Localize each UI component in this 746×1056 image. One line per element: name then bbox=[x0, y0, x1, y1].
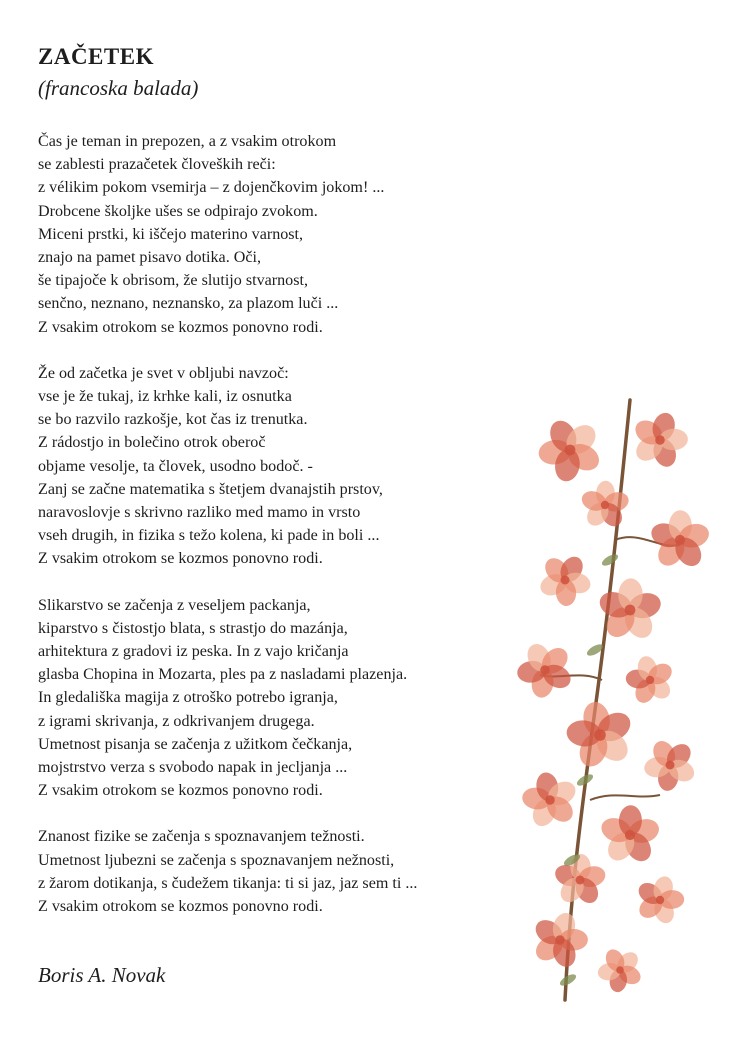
poem-line: Drobcene školjke ušes se odpirajo zvokom. bbox=[38, 202, 318, 220]
poem-line: naravoslovje s skrivno razliko med mamo in vrsto bbox=[38, 504, 361, 522]
poem-line: Z rádostjo in bolečino otrok oberoč bbox=[38, 434, 266, 452]
poem-line: vse je že tukaj, iz krhke kali, iz osnutka bbox=[38, 388, 292, 406]
poem-line: Z vsakim otrokom se kozmos ponovno rodi. bbox=[38, 898, 323, 916]
poem-line: vseh drugih, in fizika s težo kolena, ki pade in boli ... bbox=[38, 527, 380, 545]
poem-line: Z vsakim otrokom se kozmos ponovno rodi. bbox=[38, 782, 323, 800]
poem-line: z vélikim pokom vsemirja – z dojenčkovim jokom! ... bbox=[38, 179, 385, 197]
poem-line: Že od začetka je svet v obljubi navzoč: bbox=[38, 364, 289, 382]
poem-stanza bbox=[38, 130, 518, 339]
poem-line: z igrami skrivanja, z odkrivanjem drugega. bbox=[38, 712, 315, 730]
poem-line: senčno, neznano, neznansko, za plazom luči ... bbox=[38, 295, 339, 313]
poem-line: arhitektura z gradovi iz peska. In z vajo kričanja bbox=[38, 643, 349, 661]
poem-stanza bbox=[38, 825, 518, 918]
poem-line: glasba Chopina in Mozarta, ples pa z nasladami plazenja. bbox=[38, 666, 408, 684]
poem-body bbox=[38, 130, 518, 941]
poem-line: se bo razvilo razkošje, kot čas iz trenutka. bbox=[38, 411, 308, 429]
poem-line: kiparstvo s čistostjo blata, s strastjo do mazánja, bbox=[38, 619, 348, 637]
poem-stanza bbox=[38, 362, 518, 571]
poem-line: Umetnost pisanja se začenja z užitkom čečkanja, bbox=[38, 735, 353, 753]
poem-line: Z vsakim otrokom se kozmos ponovno rodi. bbox=[38, 550, 323, 568]
poem-line: Miceni prstki, ki iščejo materino varnost, bbox=[38, 225, 304, 243]
poem-line: se zablesti prazačetek človeških reči: bbox=[38, 156, 276, 174]
poem-stanza bbox=[38, 594, 518, 803]
poem-line: znajo na pamet pisavo dotika. Oči, bbox=[38, 249, 262, 267]
poem-line: objame vesolje, ta človek, usodno bodoč. - bbox=[38, 457, 313, 475]
poem-line: Čas je teman in prepozen, a z vsakim otrokom bbox=[38, 133, 337, 150]
poem-line: Z vsakim otrokom se kozmos ponovno rodi. bbox=[38, 318, 323, 336]
poem-line: Zanj se začne matematika s štetjem dvanajstih prstov, bbox=[38, 480, 383, 498]
poem-title: ZAČETEK bbox=[38, 44, 154, 69]
poem-line: Umetnost ljubezni se začenja s spoznavanjem nežnosti, bbox=[38, 851, 395, 869]
poem-author: Boris A. Novak bbox=[38, 963, 166, 987]
poem-subtitle: (francoska balada) bbox=[38, 76, 199, 100]
poem-line: Slikarstvo se začenja z veseljem packanja, bbox=[38, 596, 311, 614]
poem-line: še tipajoče k obrisom, že slutijo stvarnost, bbox=[38, 272, 308, 290]
poem-line: Znanost fizike se začenja s spoznavanjem težnosti. bbox=[38, 828, 365, 846]
blossom-branch-icon bbox=[510, 380, 720, 1010]
poem-line: z žarom dotikanja, s čudežem tikanja: ti si jaz, jaz sem ti ... bbox=[38, 874, 418, 892]
poem-line: In gledališka magija z otroško potrebo igranja, bbox=[38, 689, 338, 707]
poem-line: mojstrstvo verza s svobodo napak in jecljanja ... bbox=[38, 759, 348, 777]
